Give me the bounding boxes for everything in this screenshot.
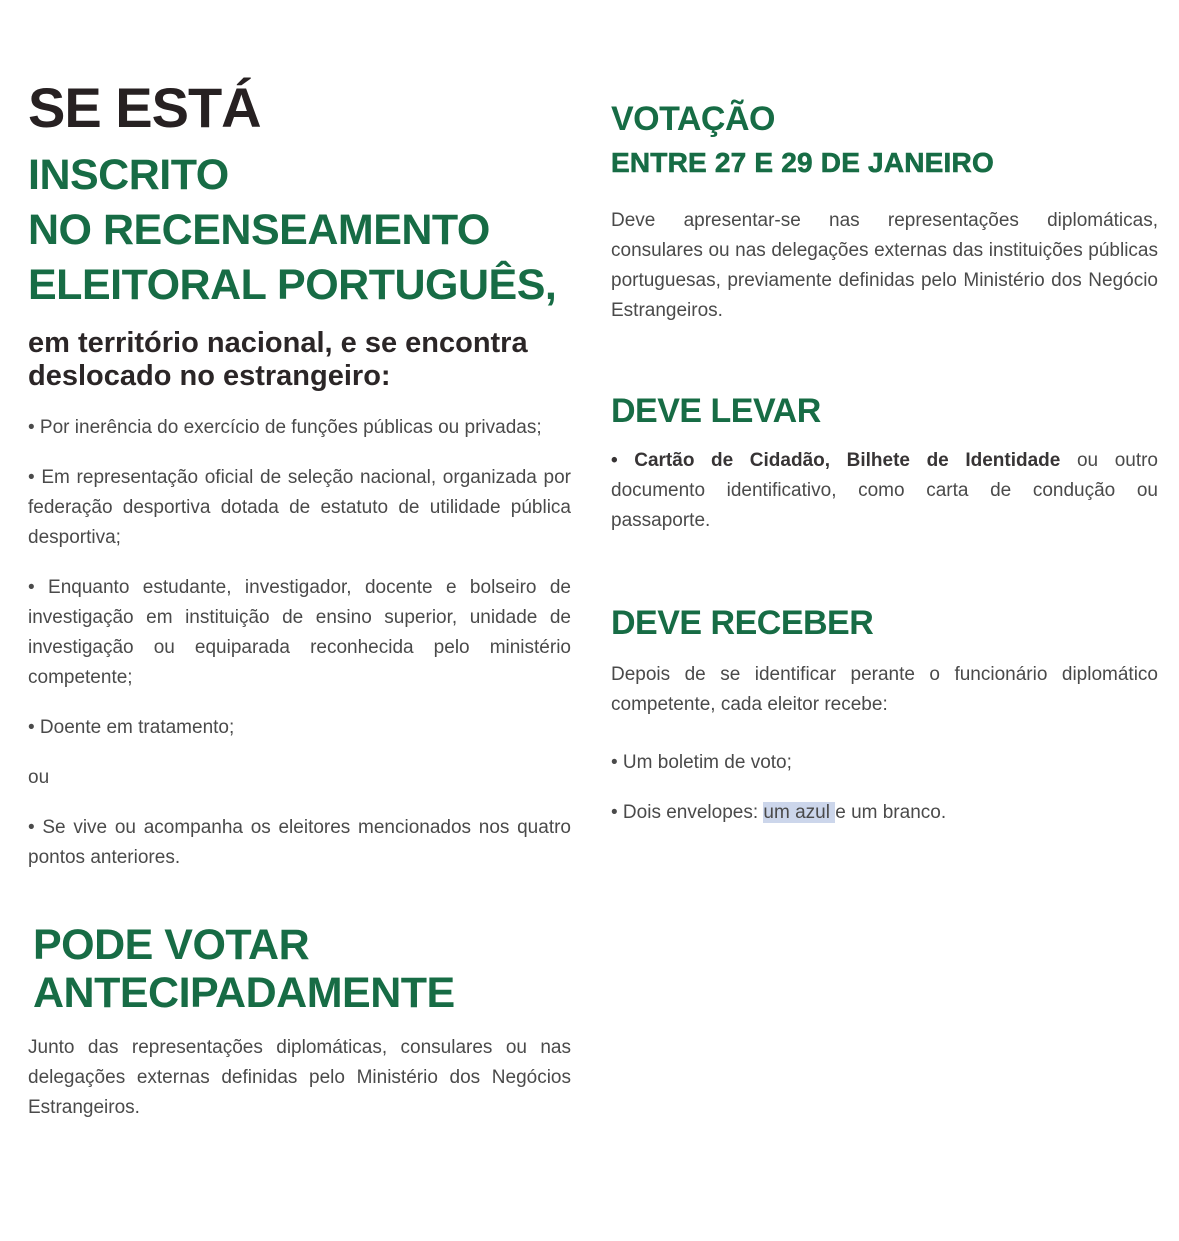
- deve-levar-bullet: [611, 446, 1158, 536]
- receber-bullet-ballot: [611, 748, 1158, 778]
- main-title: SE ESTÁ: [28, 76, 261, 139]
- votacao-dates-heading: ENTRE 27 E 29 DE JANEIRO: [611, 147, 994, 178]
- eligibility-bullet: • Se vive ou acompanha os eleitores mencionados nos quatro pontos anteriores.: [28, 817, 571, 868]
- main-title-green-line: NO RECENSEAMENTO: [28, 206, 490, 254]
- early-vote-title: [33, 921, 571, 1017]
- text-segment: um azul: [763, 802, 836, 823]
- main-title-green: [28, 148, 571, 313]
- left-column: [28, 78, 571, 1123]
- votacao-body: Deve apresentar-se nas representações diplomáticas, consulares ou nas delegações externas das instituições públicas portuguesas, previamente definidas pelo Ministério dos Negócio Estrangeiros.: [611, 210, 1158, 321]
- eligibility-bullet-list: [28, 413, 571, 873]
- eligibility-bullet: ou: [28, 767, 50, 788]
- eligibility-bullet: • Doente em tratamento;: [28, 717, 235, 738]
- text-segment: • Um boletim de voto;: [611, 752, 792, 773]
- early-vote-title-line: PODE VOTAR: [33, 921, 310, 969]
- left-subtitle: em território nacional, e se encontra deslocado no estrangeiro:: [28, 327, 528, 392]
- right-column: [611, 100, 1158, 828]
- eligibility-bullet: • Em representação oficial de seleção nacional, organizada por federação desportiva dotada de estatuto de utilidade pública desportiva;: [28, 467, 571, 548]
- votacao-heading: VOTAÇÃO: [611, 100, 775, 138]
- early-vote-body: Junto das representações diplomáticas, consulares ou nas delegações externas definidas pelo Ministério dos Negócios Estrangeiros.: [28, 1037, 571, 1118]
- text-segment: Cartão de Cidadão, Bilhete de Identidade: [634, 450, 1061, 471]
- text-segment: ou outro documento identificativo, como carta de condução ou passaporte.: [611, 450, 1158, 531]
- deve-receber-body: Depois de se identificar perante o funcionário diplomático competente, cada eleitor recebe:: [611, 664, 1158, 715]
- main-title-green-line: ELEITORAL PORTUGUÊS,: [28, 261, 557, 309]
- text-segment: • Dois envelopes:: [611, 802, 764, 823]
- main-title-green-line: INSCRITO: [28, 151, 229, 199]
- text-segment: •: [611, 450, 635, 471]
- deve-receber-heading: DEVE RECEBER: [611, 604, 874, 642]
- deve-levar-heading: DEVE LEVAR: [611, 392, 821, 430]
- early-vote-title-line: ANTECIPADAMENTE: [33, 969, 455, 1017]
- text-segment: e um branco.: [835, 802, 947, 823]
- eligibility-bullet: • Por inerência do exercício de funções públicas ou privadas;: [28, 417, 542, 438]
- receber-bullet-envelopes: [611, 798, 1158, 828]
- eligibility-bullet: • Enquanto estudante, investigador, docente e bolseiro de investigação em instituição de ensino superior, unidade de investigação ou equiparada reconhecida pelo ministério competente;: [28, 577, 571, 688]
